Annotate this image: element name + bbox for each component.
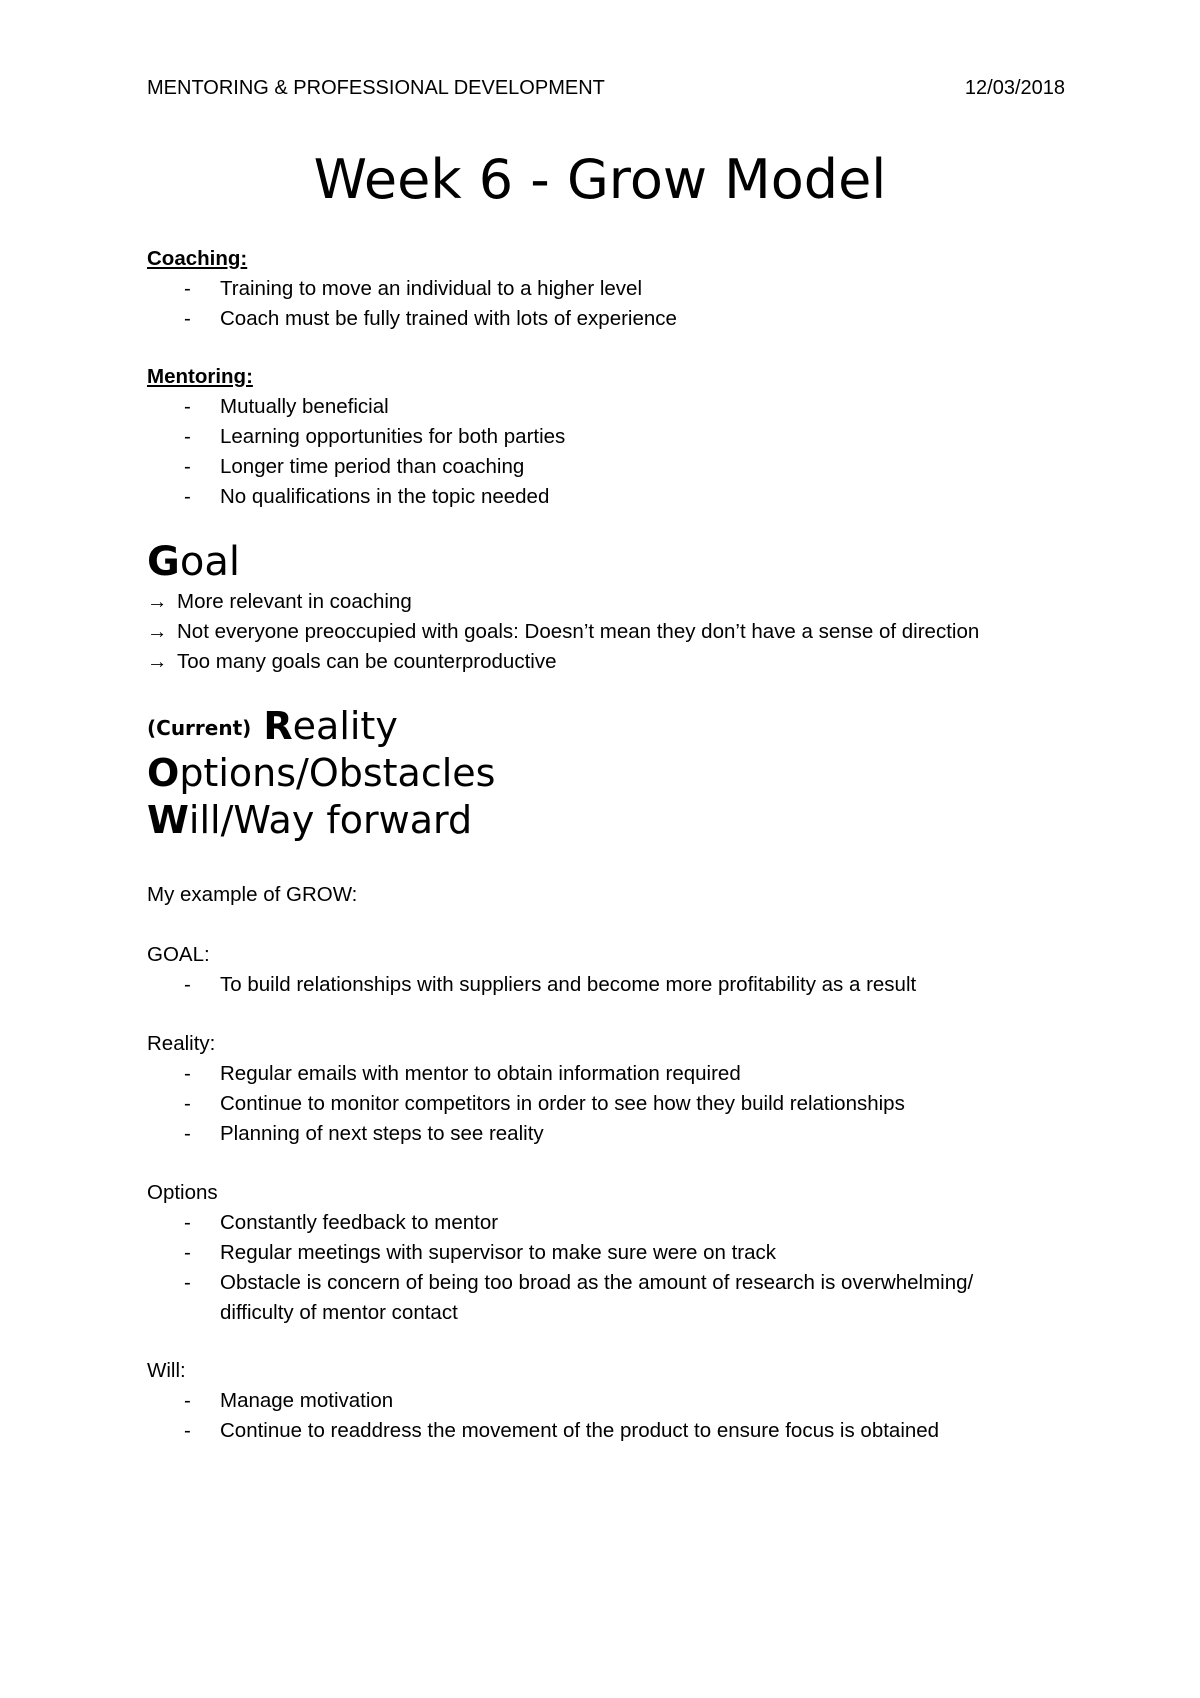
list-item: - To build relationships with suppliers and become more profitability as a result	[184, 973, 917, 996]
list-item: - Manage motivation	[184, 1389, 394, 1412]
example-goal-heading: GOAL:	[147, 943, 210, 966]
example-reality-heading: Reality:	[147, 1032, 216, 1055]
will-heading: Will/Way forward	[147, 798, 473, 842]
list-item: - No qualifications in the topic needed	[184, 485, 550, 508]
list-item: → Too many goals can be counterproductive	[147, 647, 1100, 677]
goal-points	[147, 587, 1100, 677]
reality-heading: (Current) Reality	[147, 704, 398, 748]
example-will-section	[147, 1356, 1100, 1446]
example-intro: My example of GROW:	[147, 883, 358, 906]
list-item: - Learning opportunities for both parties	[184, 425, 566, 448]
list-item: - Training to move an individual to a higher level	[184, 277, 643, 300]
mentoring-section	[147, 362, 1100, 512]
example-will-heading: Will:	[147, 1359, 186, 1382]
list-item-continuation: difficulty of mentor contact	[220, 1301, 458, 1324]
mentoring-heading: Mentoring:	[147, 365, 253, 388]
arrow-right-icon: →	[147, 650, 168, 673]
list-item: - Regular meetings with supervisor to make sure were on track	[184, 1241, 777, 1264]
list-item: - Coach must be fully trained with lots of experience	[184, 307, 677, 330]
options-heading: Options/Obstacles	[147, 751, 496, 795]
list-item: - Constantly feedback to mentor	[184, 1211, 499, 1234]
list-item: - Mutually beneficial	[184, 395, 389, 418]
list-item: - Obstacle is concern of being too broad as the amount of research is overwhelming/	[184, 1271, 974, 1294]
list-item: → Not everyone preoccupied with goals: Doesn’t mean they don’t have a sense of direction	[147, 617, 1100, 647]
coaching-section	[147, 244, 1100, 334]
coaching-heading: Coaching:	[147, 247, 248, 270]
example-options-heading: Options	[147, 1181, 218, 1204]
example-options-section	[147, 1178, 1100, 1328]
list-item: - Longer time period than coaching	[184, 455, 525, 478]
goal-heading: Goal	[147, 539, 240, 585]
list-item: → More relevant in coaching	[147, 587, 1100, 617]
arrow-right-icon: →	[147, 620, 168, 643]
list-item: - Continue to readdress the movement of the product to ensure focus is obtained	[184, 1419, 940, 1442]
list-item: - Planning of next steps to see reality	[184, 1122, 544, 1145]
example-reality-section	[147, 1029, 1100, 1149]
example-goal-section	[147, 940, 1100, 1000]
page-title: Week 6 - Grow Model	[313, 148, 887, 211]
arrow-right-icon: →	[147, 590, 168, 613]
header-course-title: MENTORING & PROFESSIONAL DEVELOPMENT	[147, 77, 605, 99]
list-item: - Regular emails with mentor to obtain information required	[184, 1062, 741, 1085]
header-date: 12/03/2018	[964, 77, 1065, 99]
list-item: - Continue to monitor competitors in order to see how they build relationships	[184, 1092, 905, 1115]
